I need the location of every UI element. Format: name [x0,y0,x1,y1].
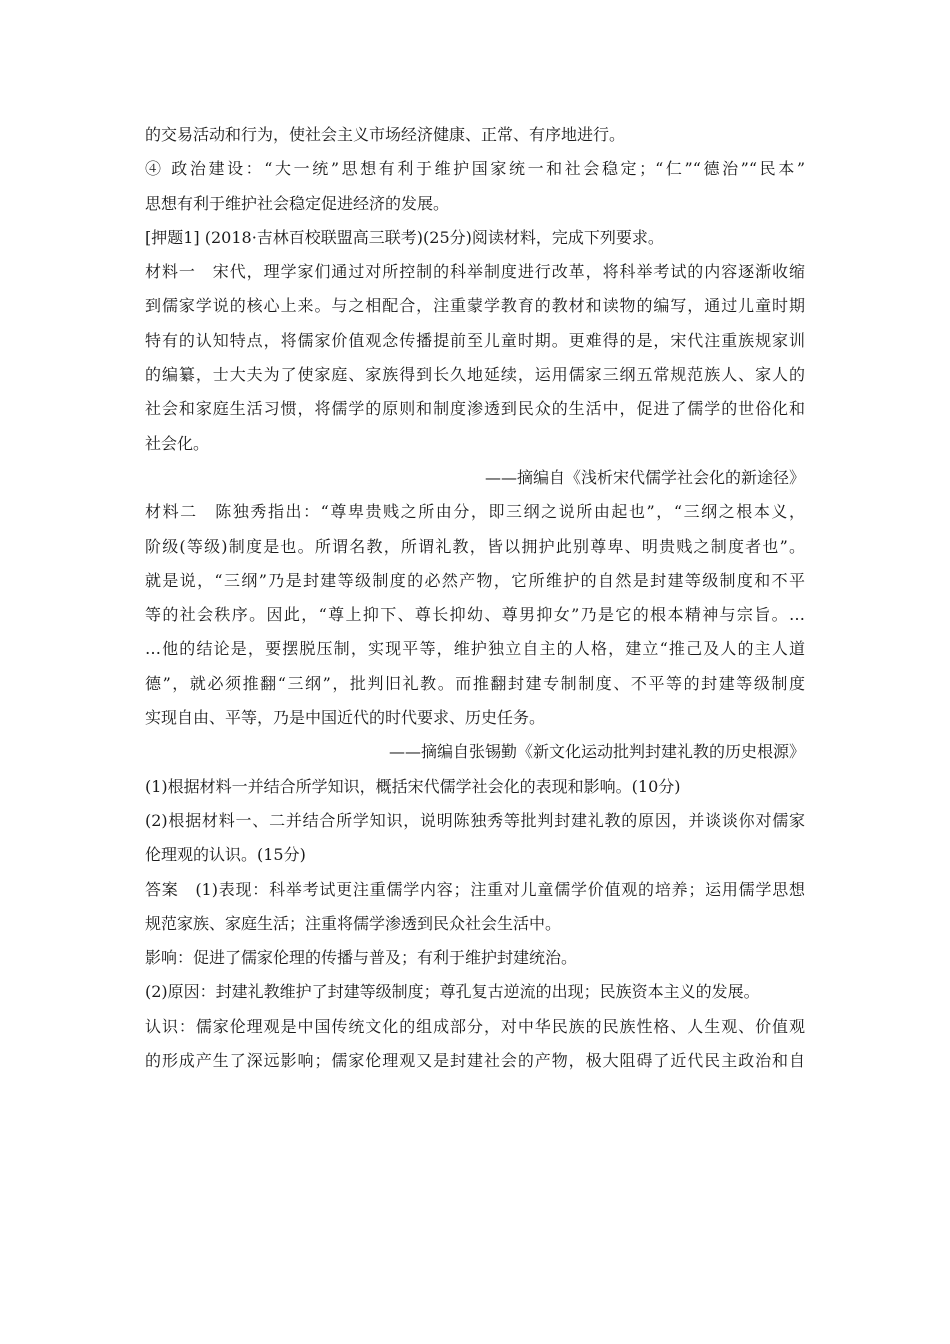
material-one-line: 社会和家庭生活习惯，将儒学的原则和制度渗透到民众的生活中，促进了儒学的世俗化和 [145,399,805,419]
answer-line: 规范家族、家庭生活；注重将儒学渗透到民众社会生活中。 [145,913,562,933]
question-two: (2)根据材料一、二并结合所学知识，说明陈独秀等批判封建礼教的原因，并谈谈你对儒家 [145,810,805,830]
answer-line: 答案 (1)表现：科举考试更注重儒学内容；注重对儿童儒学价值观的培养；运用儒学思想 [145,879,805,899]
answer-line: 的形成产生了深远影响；儒家伦理观又是封建社会的产物，极大阻碍了近代民主政治和自 [145,1051,805,1071]
material-one-source: ——摘编自《浅析宋代儒学社会化的新途径》 [484,467,805,487]
material-one-line: 的编纂，士大夫为了使家庭、家族得到长久地延续，运用儒家三纲五常规范族人、家人的 [145,365,805,385]
question-two: 伦理观的认识。(15分) [145,845,306,865]
text-line: 的交易活动和行为，使社会主义市场经济健康、正常、有序地进行。 [145,125,626,144]
material-two-source: ——摘编自张锡勤《新文化运动批判封建礼教的历史根源》 [388,742,805,762]
answer-line: 影响：促进了儒家伦理的传播与普及；有利于维护封建统治。 [145,948,578,968]
material-two-line: 实现自由、平等，乃是中国近代的时代要求、历史任务。 [145,708,546,728]
material-two-line: 就是说，“三纲”乃是封建等级制度的必然产物，它所维护的自然是封建等级制度和不平 [145,570,805,590]
question-one: (1)根据材料一并结合所学知识，概括宋代儒学社会化的表现和影响。(10分) [145,776,681,796]
material-two-line: 德”，就必须推翻“三纲”，批判旧礼教。而推翻封建专制制度、不平等的封建等级制度 [145,673,805,693]
document-page [145,118,805,1078]
material-two-line: …他的结论是，要摆脱压制，实现平等，维护独立自主的人格，建立“推己及人的主人道 [145,639,805,659]
question-heading: [押题1] (2018·吉林百校联盟高三联考)(25分)阅读材料，完成下列要求。 [145,227,664,247]
answer-line: (2)原因：封建礼教维护了封建等级制度；尊孔复古逆流的出现；民族资本主义的发展。 [145,982,760,1002]
material-two-line: 阶级(等级)制度是也。所谓名教，所谓礼教，皆以拥护此别尊卑、明贵贱之制度者也”。 [145,536,805,556]
text-line: ④ 政治建设：“大一统”思想有利于维护国家统一和社会稳定；“仁”“德治”“民本” [145,159,805,179]
material-two-line: 等的社会秩序。因此，“尊上抑下、尊长抑幼、尊男抑女”乃是它的根本精神与宗旨。… [145,605,805,625]
material-one-line: 社会化。 [145,433,210,453]
material-two-line: 材料二 陈独秀指出：“尊卑贵贱之所由分，即三纲之说所由起也”，“三纲之根本义， [145,502,805,522]
text-line: 思想有利于维护社会稳定促进经济的发展。 [145,193,450,213]
material-one-line: 特有的认知特点，将儒家价值观念传播提前至儿童时期。更难得的是，宋代注重族规家训 [145,330,805,350]
material-one-line: 到儒家学说的核心上来。与之相配合，注重蒙学教育的教材和读物的编写，通过儿童时期 [145,296,805,316]
material-one-line: 材料一 宋代，理学家们通过对所控制的科举制度进行改革，将科举考试的内容逐渐收缩 [145,262,805,282]
answer-line: 认识：儒家伦理观是中国传统文化的组成部分，对中华民族的民族性格、人生观、价值观 [145,1016,805,1036]
